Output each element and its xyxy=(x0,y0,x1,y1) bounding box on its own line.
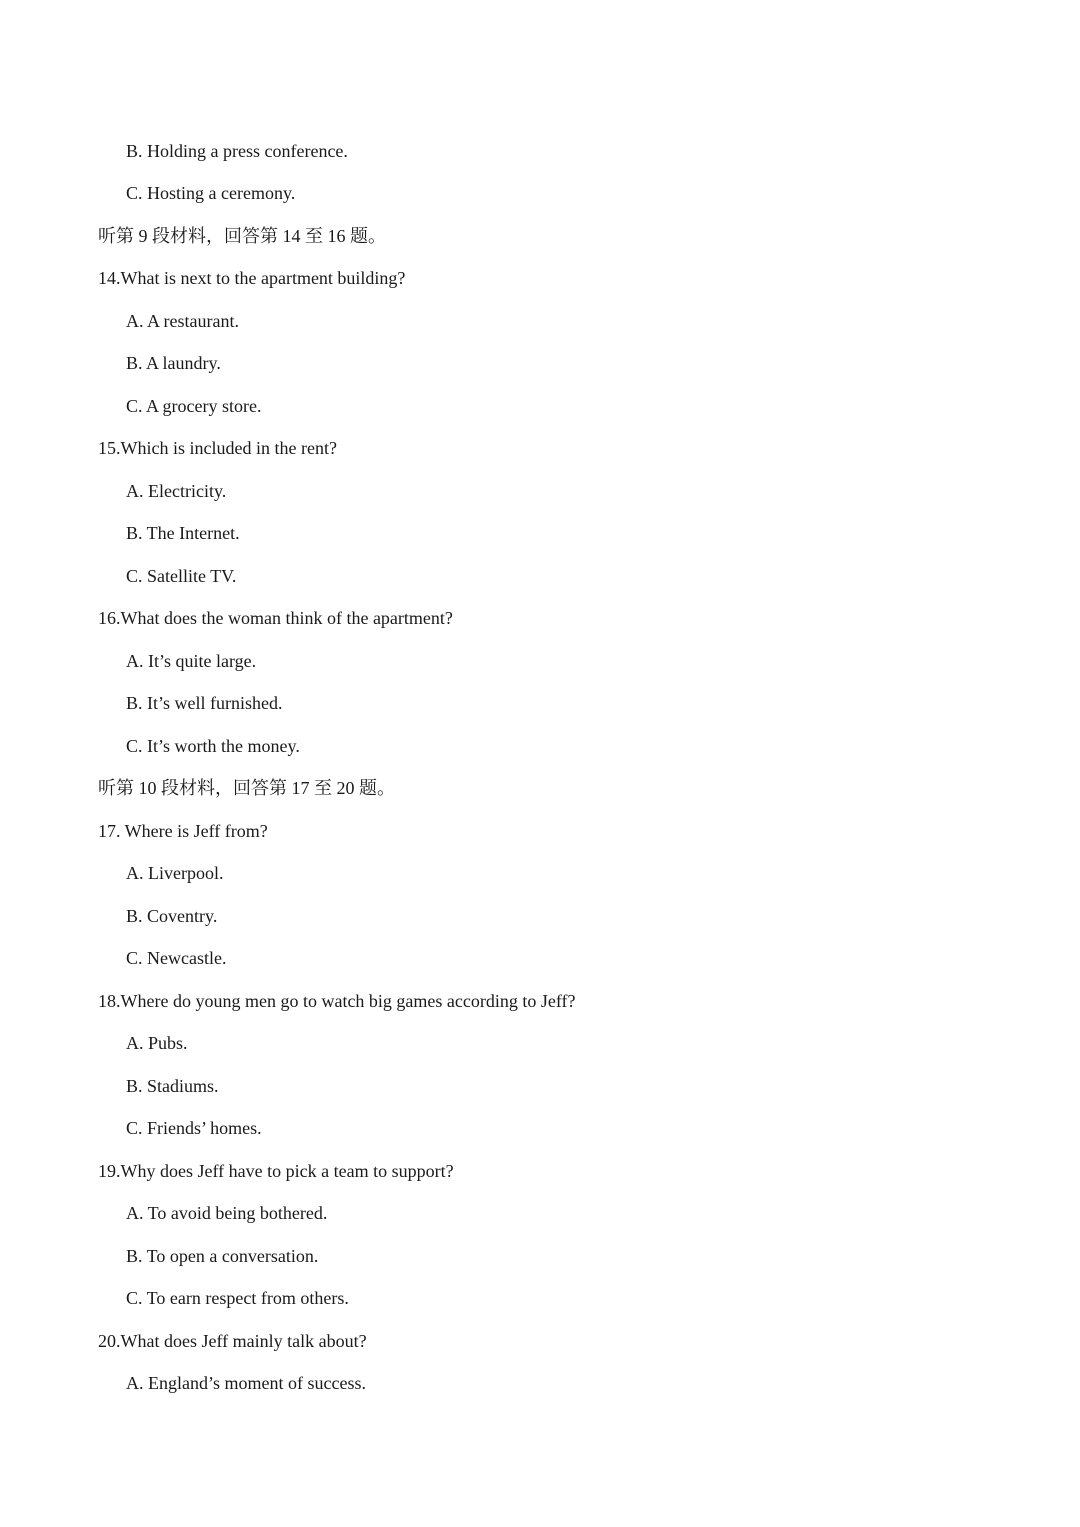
option-17a: A. Liverpool. xyxy=(126,863,224,883)
option-18a: A. Pubs. xyxy=(126,1033,188,1053)
option-14c: C. A grocery store. xyxy=(126,396,262,416)
option-16c: C. It’s worth the money. xyxy=(126,736,300,756)
option-15b: B. The Internet. xyxy=(126,523,240,543)
option-13c: C. Hosting a ceremony. xyxy=(126,183,296,203)
option-14b: B. A laundry. xyxy=(126,353,221,373)
option-17b: B. Coventry. xyxy=(126,906,218,926)
option-14a: A. A restaurant. xyxy=(126,311,239,331)
question-14: 14.What is next to the apartment building? xyxy=(98,268,406,288)
option-17c: C. Newcastle. xyxy=(126,948,227,968)
question-17: 17. Where is Jeff from? xyxy=(98,821,268,841)
section-instruction-9: 听第 9 段材料，回答第 14 至 16 题。 xyxy=(98,226,386,246)
question-20: 20.What does Jeff mainly talk about? xyxy=(98,1331,367,1351)
option-20a: A. England’s moment of success. xyxy=(126,1373,366,1393)
option-16a: A. It’s quite large. xyxy=(126,651,257,671)
option-15c: C. Satellite TV. xyxy=(126,566,237,586)
section-instruction-10: 听第 10 段材料，回答第 17 至 20 题。 xyxy=(98,778,395,798)
option-18c: C. Friends’ homes. xyxy=(126,1118,262,1138)
option-18b: B. Stadiums. xyxy=(126,1076,219,1096)
option-13b: B. Holding a press conference. xyxy=(126,141,348,161)
question-18: 18.Where do young men go to watch big games according to Jeff? xyxy=(98,991,576,1011)
question-16: 16.What does the woman think of the apartment? xyxy=(98,608,453,628)
option-19b: B. To open a conversation. xyxy=(126,1246,319,1266)
question-15: 15.Which is included in the rent? xyxy=(98,438,337,458)
option-15a: A. Electricity. xyxy=(126,481,227,501)
question-19: 19.Why does Jeff have to pick a team to support? xyxy=(98,1161,454,1181)
option-19a: A. To avoid being bothered. xyxy=(126,1203,328,1223)
option-19c: C. To earn respect from others. xyxy=(126,1288,349,1308)
option-16b: B. It’s well furnished. xyxy=(126,693,283,713)
